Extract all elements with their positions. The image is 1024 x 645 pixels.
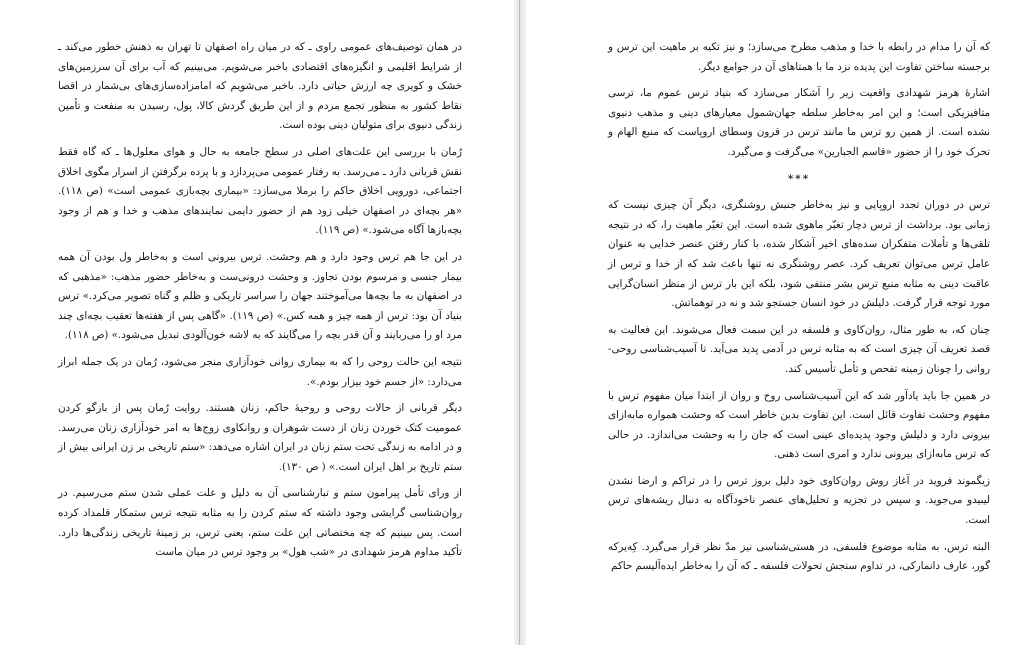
right-page-text — [608, 38, 990, 584]
right-paragraph-3: ترس در دوران تجدد اروپایی و نیز به‌خاطر جنبش روشنگری، دیگر آن چیزی نیست که زمانی بود. برداشت از ترس دچار تغیّر ماهوی شده است. این تغیّر ماهیت را، که در نتیجه تلقی‌ها و تأملات متفکران سده‌های اخیر آشکار شده، با کنار رفتن عنصر خدایی به عنوان عامل ترس می‌توان تعریف کرد. عصر روشنگری نه تنها باعث شد که از خدا و ترس از عاقبت دینی به مثابه منبع ترس بشر منتفی شود، بلکه این بار ترس از منظر انسان‌گرایی مورد توجه قرار گرفت. دلیلش در خود انسان جستجو شد و نه در توهماتش. — [608, 199, 990, 310]
right-paragraph-5: در همین جا باید یادآور شد که این آسیب‌شناسی روح و روان از ابتدا میان مفهوم ترس با مفهوم وحشت تفاوت قائل است. این تفاوت بدین خاطر است که وحشت همواره مابه‌ازای بیرونی دارد و دلیلش وجود پدیده‌ای عینی است که جان را به وحشت می‌اندازد. در حالی که ترس مابه‌ازای بیرونی ندارد و امری است ذهنی. — [608, 389, 990, 461]
right-page — [526, 0, 1024, 645]
gutter-divider — [519, 0, 520, 645]
right-paragraph-2: اشارهٔ هرمز شهدادی واقعیت زیر را آشکار می‌سازد که بنیاد ترس عموم ما، ترسی متافیزیکی است؛ و این امر به‌خاطر سلطه جهان‌شمول معیارهای دینی و مذهب دنیوی نشده است. از همین رو ترس ما مانند ترس در قرون وسطای اروپاست که منبع الهام و تحرک خود را از حضور «قاسم الجبارین» می‌گرفت و می‌گیرد. — [608, 87, 990, 158]
left-paragraph-3: در این جا هم ترس وجود دارد و هم وحشت. ترس بیرونی است و به‌خاطر ول بودن آن همه بیمار جنسی و مرسوم بودن تجاوز. و وحشت درونی‌ست و به‌خاطر حضور مذهب: «مذهبی که در اصفهان به ما بچه‌ها می‌آموختند جهان را سراسر تاریکی و ظلم و گناه تصویر می‌کرد.» ترس بنیاد آن بود: ترس از همه چیز و همه کس.» (ص ۱۱۹). «گاهی پس از هفته‌ها تعقیب بچه‌ای چند مرد او را می‌ربایند و آن قدر بچه را می‌گایند که به لاشه خون‌آلودی تبدیل می‌شود.» (ص ۱۱۸). — [58, 250, 462, 342]
right-paragraph-6: زیگموند فروید در آغاز روش روان‌کاوی خود دلیل بروز ترس را در تراکم و ارضا نشدن لیبیدو می‌جوید. و سپس در تجزیه و تحلیل‌های عنصر ناخودآگاه به دنبال ریشه‌های ترس است. — [608, 474, 990, 527]
left-paragraph-5: دیگر قربانی از حالات روحی و روحیهٔ حاکم، زنان هستند. روایت رُمان پس از بازگو کردن عمومیت کتک خوردن زنان از دست شوهران و روانکاوی زوج‌ها به امر خودآزاری زنان می‌رسد. و در ادامه به زندگی تحت ستم زنان در ایران اشاره می‌دهد: «ستم تاریخی بر زن ایرانی بیش از ستم تاریخ بر اهل ایران است.» ( ص ۱۳۰). — [58, 402, 462, 473]
left-paragraph-2: رُمان با بررسی این علت‌های اصلی در سطح جامعه به حال و هوای معلول‌ها ـ که گاه فقط نقش قربانی دارد ـ می‌رسد. به رفتار عمومی می‌پردازد و با پرده برگرفتن از اسرار مگوی اخلاق اجتماعی، دورویی اخلاق حاکم را برملا می‌سازد: «بیماری بچه‌بازی عمومی است» (ص ۱۱۸). «هر بچه‌ای در اصفهان خیلی زود هم از حضور دایمی نمایندهای مذهب و خدا و هم از وجود بچه‌بازها آگاه می‌شود.» (ص ۱۱۹). — [58, 145, 462, 237]
left-paragraph-4: نتیجه این حالت روحی را که به بیماری روانی خودآزاری منجر می‌شود، رُمان در یک جمله ابراز می‌دارد: «از جسم خود بیزار بودم.». — [58, 355, 462, 388]
left-page-text — [58, 38, 462, 570]
right-paragraph-1: که آن را مدام در رابطه با خدا و مذهب مطرح می‌سازد؛ و نیز تکیه بر ماهیت این ترس و برجسته ساختن تفاوت این پدیده نزد ما با همتاهای آن در جوامع دیگر. — [608, 41, 990, 73]
section-separator: *** — [787, 172, 811, 185]
left-paragraph-1: در همان توصیف‌های عمومی راوی ـ که در میان راه اصفهان تا تهران به ذهنش خطور می‌کند ـ از شرایط اقلیمی و انگیزه‌های اقتصادی باخبر می‌شویم. می‌بینیم که آب برای آن سرزمین‌های خشک و کویری چه ارزش حیاتی دارد. باخبر می‌شویم که امامزاده‌سازی‌های بی‌شمار در اقصا نقاط کشور به منظور تجمع مردم و از این طریق گردش کالا، پول، رسیدن به منفعت و تأمین زندگی دنیوی برای متولیان دینی بوده است. — [58, 41, 462, 132]
right-paragraph-7: البته ترس، به مثابه موضوع فلسفی، در هستی‌شناسی نیز مدّ نظر قرار می‌گیرد. کِه‌یرکه گور، عارف دانمارکی، در تداوم سنجش تحولات فلسفه ـ که آن را به‌خاطر ایده‌آلیسم حاکم — [608, 540, 990, 573]
right-paragraph-4: چنان که، به طور مثال، روان‌کاوی و فلسفه در این سمت فعال می‌شوند. این فعالیت به قصد تعریف آن چیزی است که به مثابه ترس در آدمی پدید می‌آید. تا آسیب‌شناسی روحی- روانی را چونان زمینه تفحص و تأمل تأسیس کند. — [608, 323, 990, 375]
left-paragraph-6: از ورای تأمل پیرامون ستم و تبارشناسی آن به دلیل و علت عملی شدن ستم می‌رسیم. در روان‌شناسی گرایشی وجود داشته که ستم کردن را به مثابه نتیجه ترس ستمکار قلمداد کرده است. پس ببینیم که چه مختصاتی این علت ستم، یعنی ترس، بر زمینهٔ تاریخی زندگی‌ها دارد. تأکید مداوم هرمز شهدادی در «شب هول» بر وجود ترس در میان ماست — [58, 487, 462, 559]
book-gutter — [514, 0, 526, 645]
